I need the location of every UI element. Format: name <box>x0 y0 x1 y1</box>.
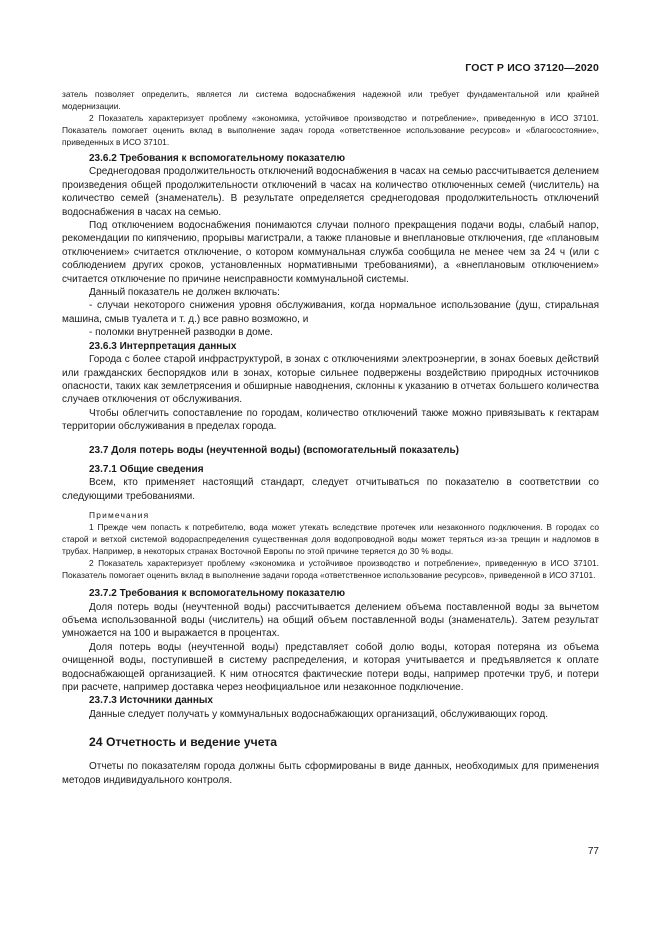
note-2: 2 Показатель характеризует проблему «экономика и устойчивое производство и потребление», приведенную в ИСО 37101. Показатель помогает оценить вклад в выполнение задачи города «ответственное использование ресурсов», приведенной в ИСО 37101. <box>62 558 599 581</box>
note-2: 2 Показатель характеризует проблему «экономика, устойчивое производство и потребление», приведенную в ИСО 37101. Показатель помогает оценить вклад в выполнение задач города «ответственное использование ресурсов» и «благосостояние», приведенных в ИСО 37101. <box>62 113 599 147</box>
section-23-6-2-para-2: Под отключением водоснабжения понимаются случаи полного прекращения подачи воды, слабый напор, рекомендации по кипячению, прорывы магистрали, а также плановые и внеплановые отключения, где «плановым отключением» считается отключение, о котором коммунальная служба сообщила не менее чем за 24 ч (или с соблюдением других сроков, установленных нормативными требованиями), а «внеплановым отключением» считается отключение по причине неисправности коммунальной системы. <box>62 220 599 285</box>
page-content <box>62 88 599 787</box>
list-item: - поломки внутренней разводки в доме. <box>89 327 273 339</box>
section-24-title: 24 Отчетность и ведение учета <box>89 735 278 750</box>
section-23-7-2-title: 23.7.2 Требования к вспомогательному показателю <box>89 588 346 600</box>
section-23-7-1-title: 23.7.1 Общие сведения <box>89 463 204 475</box>
notes-title: Примечания <box>89 510 150 521</box>
list-item: - случаи некоторого снижения уровня обслуживания, когда нормальное использование (душ, стиральная машина, смыв туалета и т. д.) все равно возможно, и <box>62 300 599 325</box>
section-23-7-2-para-1: Доля потерь воды (неучтенной воды) рассчитывается делением объема поставленной воды за вычетом объема использованной воды (числитель) на общий объем поставленной воды (знаменатель). Затем результат умножается на 100 и выражается в процентах. <box>62 601 599 640</box>
document-code-header: ГОСТ Р ИСО 37120—2020 <box>465 62 599 74</box>
section-23-7-title: 23.7 Доля потерь воды (неучтенной воды) (вспомогательный показатель) <box>89 444 459 456</box>
note-1: 1 Прежде чем попасть к потребителю, вода может утекать вследствие протечек или незаконного подключения. В городах со старой и ветхой системой водораспределения существенная доля водопроводной воды может теряться из-за трещин и надломов в трубах. Например, в некоторых странах Восточной Европы по этой причине теряется до 30 % воды. <box>62 522 599 557</box>
section-23-6-2-title: 23.6.2 Требования к вспомогательному показателю <box>89 153 346 164</box>
section-23-6-2-para-1: Среднегодовая продолжительность отключений водоснабжения в часах на семью рассчитывается делением произведения общей продолжительности отключений в часах на количество отключенных семей (числитель) на количество семей (знаменатель). В результате определяется среднегодовая продолжительность отключений водоснабжения в часах на семью. <box>62 166 599 218</box>
page-number: 77 <box>587 846 599 857</box>
note-continuation: затель позволяет определить, является ли система водоснабжения надежной или требует фундаментальной или крайней модернизации. <box>62 89 599 111</box>
section-23-6-3-title: 23.6.3 Интерпретация данных <box>89 340 237 352</box>
section-24-para-1: Отчеты по показателям города должны быть сформированы в виде данных, необходимых для применения методов индивидуального контроля. <box>62 761 599 786</box>
section-23-7-3-para-1: Данные следует получать у коммунальных водоснабжающих организаций, обслуживающих город. <box>89 708 548 720</box>
section-23-6-3-para-1: Города с более старой инфраструктурой, в зонах с отключениями электроэнергии, в зонах боевых действий или гражданских беспорядков или в зонах, которые сильнее подвержены воздействию природных источников опасности, таких как землетрясения и обширные наводнения, склонны к указанию в отчетах большего количества случаев отключения от обслуживания. <box>62 354 599 406</box>
section-23-7-1-para-1: Всем, кто применяет настоящий стандарт, следует отчитываться по показателю в соответствии со следующими требованиями. <box>62 477 599 502</box>
section-23-7-3-title: 23.7.3 Источники данных <box>89 695 213 707</box>
section-23-7-2-para-2: Доля потерь воды (неучтенной воды) представляет собой долю воды, которая потеряна из объема очищенной воды, поступившей в систему распределения, и которая учитывается и предъявляется к оплате водоснабжающей организацией. К ним относятся фактические потери воды, например протечки труб, и потери при расчете, например доставка через неофициальное или незаконное подключение. <box>62 641 599 693</box>
section-23-6-3-para-2: Чтобы облегчить сопоставление по городам, количество отключений также можно привязывать к гектарам территории обслуживания в пределах города. <box>62 407 599 433</box>
section-23-6-2-para-3: Данный показатель не должен включать: <box>89 287 280 299</box>
